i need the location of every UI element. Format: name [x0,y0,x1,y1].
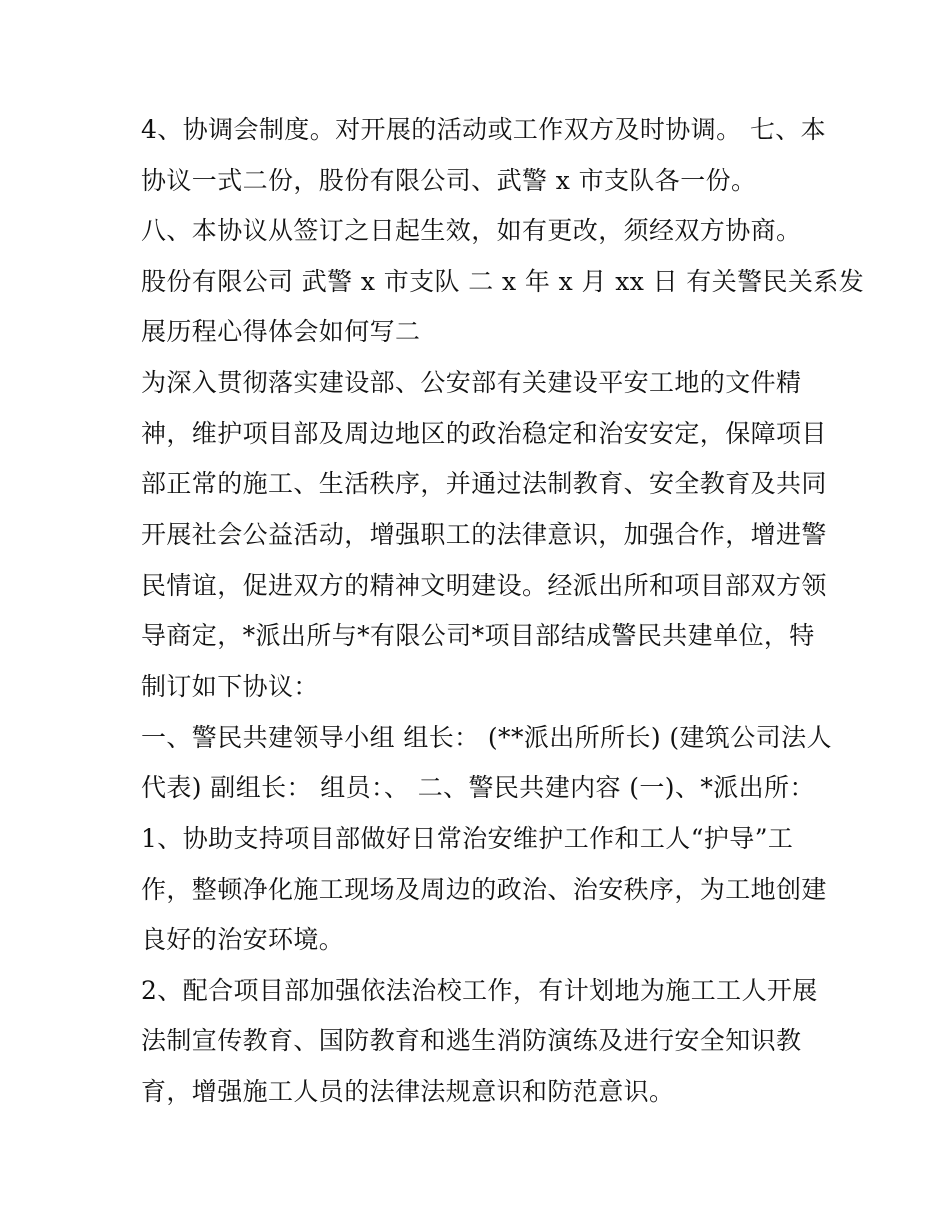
text-line: 代表) 副组长： 组员：、 二、警民共建内容 (一)、*派出所： [141,773,815,802]
text-line: 2、配合项目部加强依法治校工作，有计划地为施工工人开展 [141,976,818,1005]
text-line: 部正常的施工、生活秩序，并通过法制教育、安全教育及共同 [141,469,827,498]
text-line: 制订如下协议： [141,672,319,701]
text-line: 育，增强施工人员的法律法规意识和防范意识。 [141,1077,675,1106]
text-line: 神，维护项目部及周边地区的政治稳定和治安安定，保障项目 [141,419,827,448]
text-line: 法制宣传教育、国防教育和逃生消防演练及进行安全知识教 [141,1026,802,1055]
text-line: 股份有限公司 武警 x 市支队 二 x 年 x 月 xx 日 有关警民关系发 [141,267,865,296]
text-line: 八、本协议从签订之日起生效，如有更改，须经双方协商。 [141,216,802,245]
text-line: 为深入贯彻落实建设部、公安部有关建设平安工地的文件精 [141,368,802,397]
text-line: 开展社会公益活动，增强职工的法律意识，加强合作，增进警 [141,520,827,549]
text-line: 良好的治安环境。 [141,925,345,954]
text-line: 4、协调会制度。对开展的活动或工作双方及时协调。 七、本 [141,115,827,144]
text-line: 1、协助支持项目部做好日常治安维护工作和工人“护导”工 [141,824,794,853]
text-line: 协议一式二份，股份有限公司、武警 x 市支队各一份。 [141,166,757,195]
text-line: 民情谊，促进双方的精神文明建设。经派出所和项目部双方领 [141,571,827,600]
text-line: 展历程心得体会如何写二 [141,317,421,346]
text-line: 导商定，*派出所与*有限公司*项目部结成警民共建单位，特 [141,621,815,650]
text-line: 一、警民共建领导小组 组长： (**派出所所长) (建筑公司法人 [141,723,832,752]
text-line: 作，整顿净化施工现场及周边的政治、治安秩序，为工地创建 [141,875,827,904]
